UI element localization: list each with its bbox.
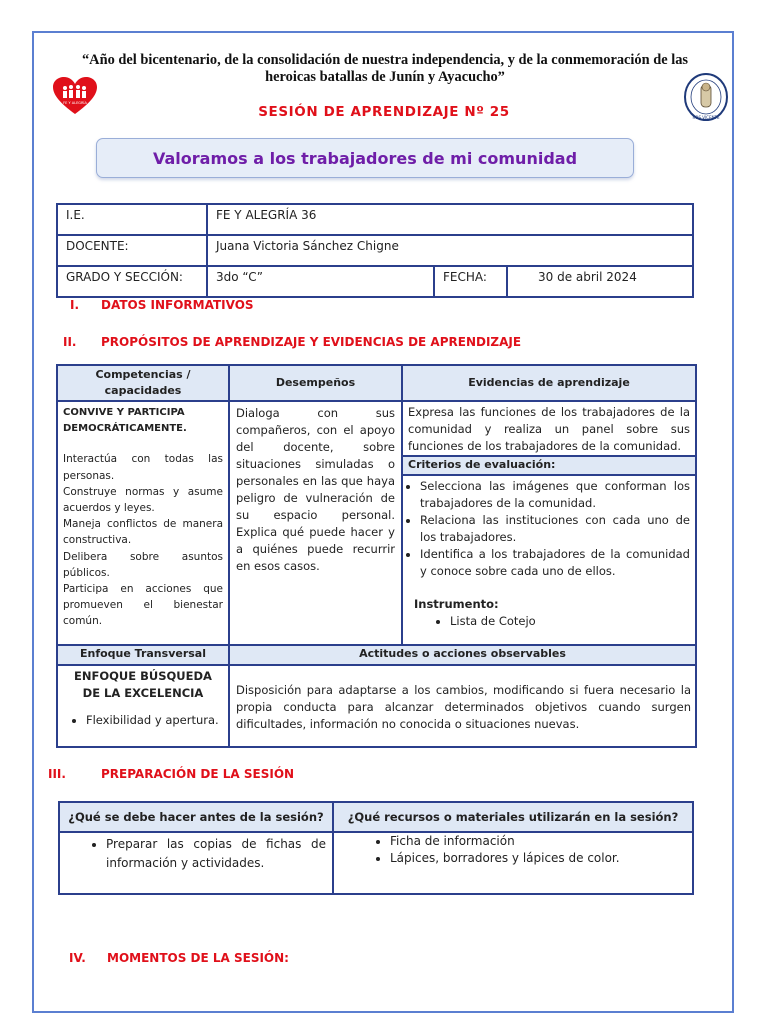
actitud-cell: Disposición para adaptarse a los cambios, modificando si fuera necesario la propia conducta para alcanzar determinados objetivos cuando surgen dificultades, información no conocida o situaciones nuevas.: [229, 665, 696, 747]
preparacion-row: [59, 832, 693, 894]
header-desempenos: Desempeños: [229, 365, 402, 401]
antes-list: [90, 835, 326, 873]
topic-title: Valoramos a los trabajadores de mi comunidad: [152, 149, 578, 168]
desempeno-cell: Dialoga con sus compañeros, con el apoyo del docente, sobre situaciones simuladas o personales en las que haya peligro de vulneración de su espacio personal. Explica qué puede hacer y a quiénes puede recurrir en esos casos.: [229, 401, 402, 645]
topic-banner: [96, 138, 634, 178]
enfoque-item: • Flexibilidad y apertura.: [86, 712, 222, 729]
header-enfoque: Enfoque Transversal: [57, 645, 229, 665]
criterios-title: Criterios de evaluación:: [402, 456, 696, 475]
capacidad-item: Construye normas y asume acuerdos y leyes.: [63, 485, 223, 515]
preparacion-header-row: [59, 802, 693, 832]
header-actitudes: Actitudes o acciones observables: [229, 645, 696, 665]
evidencia-cell: Expresa las funciones de los trabajadores de la comunidad y realiza un panel sobre sus funciones de los trabajadores de la comunidad.: [402, 401, 696, 456]
section-i-heading: [70, 298, 254, 312]
instrumento-list: [408, 613, 690, 630]
competencia-title: CONVIVE Y PARTICIPA DEMOCRÁTICAMENTE.: [63, 407, 187, 435]
info-row-ie: [57, 204, 693, 235]
fecha-value: 30 de abril 2024: [507, 266, 693, 297]
ie-value: FE Y ALEGRÍA 36: [207, 204, 693, 235]
criterio-item: • Relaciona las instituciones con cada uno de los trabajadores.: [420, 512, 690, 546]
competencias-row: [57, 401, 696, 456]
section-ii-title: PROPÓSITOS DE APRENDIZAJE Y EVIDENCIAS DE APRENDIZAJE: [101, 335, 522, 349]
section-ii-heading: [63, 335, 521, 349]
recursos-list: [374, 833, 686, 867]
competencias-table: [56, 364, 697, 748]
capacidad-item: Participa en acciones que promueven el bienestar común.: [63, 583, 223, 628]
grado-label: GRADO Y SECCIÓN:: [57, 266, 207, 297]
instrumento-item: • Lista de Cotejo: [450, 613, 690, 630]
svg-text:ROS VICENTE: ROS VICENTE: [692, 115, 720, 120]
section-ii-number: II.: [63, 335, 77, 349]
capacidad-item: Interactúa con todas las personas.: [63, 453, 223, 482]
section-iii-title: PREPARACIÓN DE LA SESIÓN: [101, 767, 295, 781]
recursos-cell: [333, 832, 693, 894]
fecha-label: FECHA:: [434, 266, 507, 297]
section-i-number: I.: [70, 298, 80, 312]
recurso-item: • Lápices, borradores y lápices de color.: [390, 850, 686, 867]
info-table: [56, 203, 694, 298]
recurso-item: • Ficha de información: [390, 833, 686, 850]
enfoque-list: [64, 712, 222, 729]
enfoque-title: ENFOQUE BÚSQUEDA DE LA EXCELENCIA: [74, 668, 212, 700]
docente-value: Juana Victoria Sánchez Chigne: [207, 235, 693, 266]
criterios-list: [408, 478, 690, 580]
grado-value: 3do “C”: [207, 266, 434, 297]
enfoque-header-row: [57, 645, 696, 665]
capacidad-item: Maneja conflictos de manera constructiva.: [63, 518, 223, 547]
svg-text:FE Y ALEGRÍA: FE Y ALEGRÍA: [63, 101, 87, 105]
header-antes: ¿Qué se debe hacer antes de la sesión?: [59, 802, 333, 832]
header-evidencias: Evidencias de aprendizaje: [402, 365, 696, 401]
info-row-grado: [57, 266, 693, 297]
capacidad-item: Delibera sobre asuntos públicos.: [63, 550, 223, 579]
antes-item: • Preparar las copias de fichas de información y actividades.: [106, 835, 326, 873]
instrumento-label: Instrumento:: [414, 596, 499, 611]
session-title: SESIÓN DE APRENDIZAJE Nº 25: [258, 104, 510, 120]
section-i-title: DATOS INFORMATIVOS: [101, 298, 254, 312]
antes-cell: [59, 832, 333, 894]
section-iv-heading: [69, 951, 289, 965]
section-iii-number: III.: [48, 767, 66, 781]
enfoque-row: [57, 665, 696, 747]
criterios-cell: [402, 475, 696, 645]
docente-label: DOCENTE:: [57, 235, 207, 266]
section-iv-number: IV.: [69, 951, 86, 965]
year-motto: “Año del bicentenario, de la consolidación de nuestra independencia, y de la conmemoración de las heroicas batallas de Junín y Ayacucho”: [81, 52, 689, 85]
header-competencias: Competencias / capacidades: [57, 365, 229, 401]
section-iv-title: MOMENTOS DE LA SESIÓN:: [107, 951, 289, 965]
competencias-cell: [57, 401, 229, 645]
section-iii-heading: [48, 767, 294, 781]
criterio-item: • Selecciona las imágenes que conforman los trabajadores de la comunidad.: [420, 478, 690, 512]
ie-label: I.E.: [57, 204, 207, 235]
competencias-header-row: [57, 365, 696, 401]
info-row-docente: [57, 235, 693, 266]
preparacion-table: [58, 801, 694, 895]
enfoque-cell: [57, 665, 229, 747]
header-recursos: ¿Qué recursos o materiales utilizarán en la sesión?: [333, 802, 693, 832]
criterio-item: • Identifica a los trabajadores de la comunidad y conoce sobre cada uno de ellos.: [420, 546, 690, 580]
